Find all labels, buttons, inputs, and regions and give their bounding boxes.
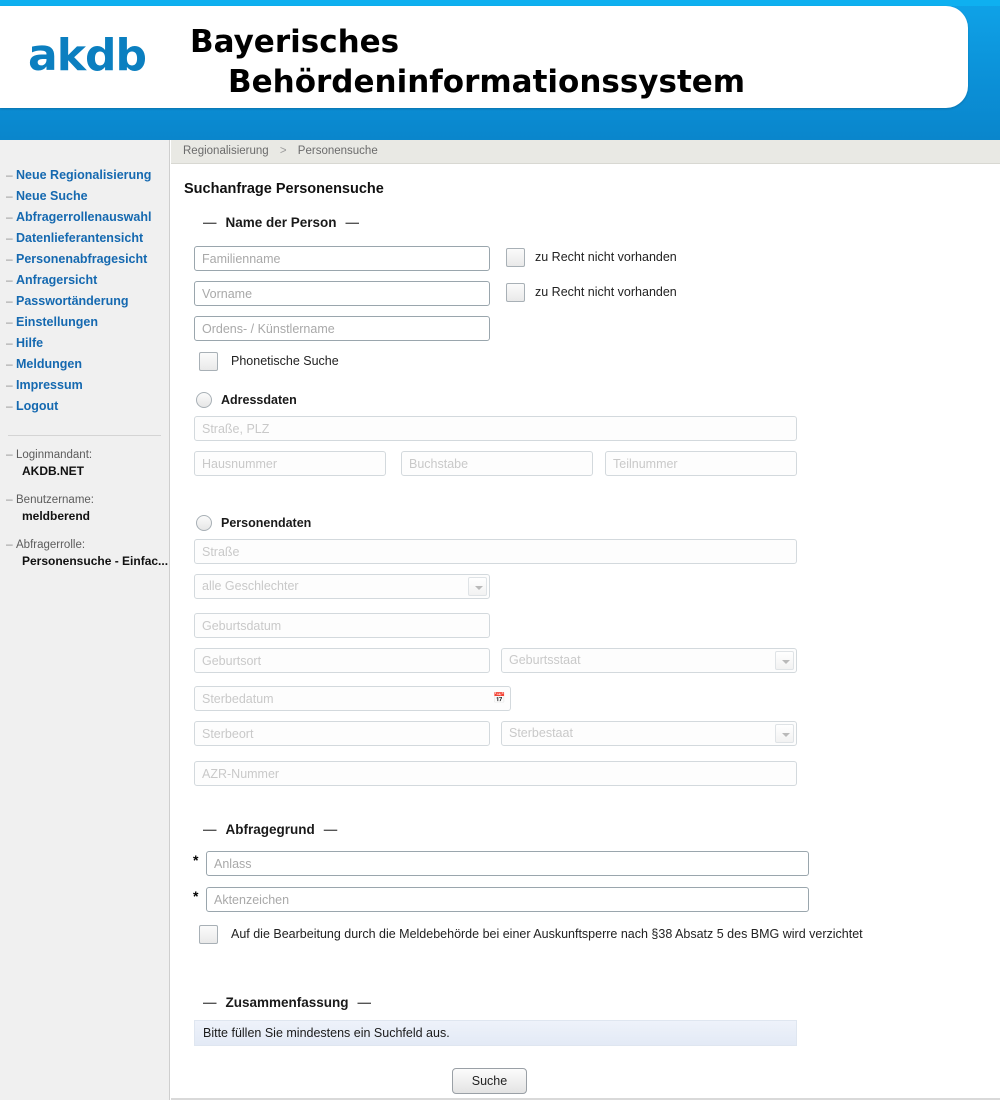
azr-nummer-input[interactable] (194, 761, 797, 786)
sidebar-item-abfragerrollenauswahl[interactable] (0, 210, 169, 224)
hausnummer-input[interactable] (194, 451, 386, 476)
bullet-dash-icon: – (6, 399, 13, 413)
sidebar-item-impressum[interactable] (0, 378, 169, 392)
buchstabe-input[interactable] (401, 451, 593, 476)
section-label: Name der Person (225, 215, 337, 230)
required-marker-anlass: * (193, 852, 199, 868)
geburtsstaat-selected-value: Geburtsstaat (509, 653, 581, 667)
sidebar-item-meldungen[interactable] (0, 357, 169, 371)
calendar-icon[interactable]: 📅 (489, 686, 511, 711)
sidebar (0, 140, 170, 1100)
bullet-dash-icon: – (6, 210, 13, 224)
sidebar-meta-loginmandant (0, 446, 169, 479)
bullet-dash-icon: – (6, 231, 13, 245)
sidebar-link-label[interactable]: Meldungen (16, 357, 82, 371)
chevron-down-icon[interactable] (775, 651, 794, 670)
sidebar-link-label[interactable]: Passwortänderung (16, 294, 129, 308)
checkbox-label-recht-nicht-vorhanden-vorname: zu Recht nicht vorhanden (535, 285, 677, 299)
checkbox-label-phonetische-suche: Phonetische Suche (231, 354, 339, 368)
checkbox-recht-nicht-vorhanden-vorname[interactable] (506, 283, 525, 302)
chevron-down-icon[interactable] (468, 577, 487, 596)
bullet-dash-icon: – (6, 168, 13, 182)
bullet-dash-icon: – (6, 252, 13, 266)
checkbox-label-recht-nicht-vorhanden-familienname: zu Recht nicht vorhanden (535, 250, 677, 264)
header-white-panel (0, 6, 968, 108)
sidebar-link-label[interactable]: Impressum (16, 378, 83, 392)
sidebar-link-label[interactable]: Einstellungen (16, 315, 98, 329)
breadcrumb-root[interactable]: Regionalisierung (183, 145, 269, 157)
sterbeort-input[interactable] (194, 721, 490, 746)
meta-value: Personensuche - Einfac... (22, 554, 169, 568)
sidebar-divider (8, 435, 161, 436)
bullet-dash-icon: – (6, 336, 13, 350)
section-dash-icon: — (323, 822, 338, 837)
section-dash-icon: — (345, 215, 360, 230)
radio-label-adressdaten: Adressdaten (221, 393, 297, 407)
bullet-dash-icon: – (6, 315, 13, 329)
sterbedatum-input[interactable] (194, 686, 490, 711)
vorname-input[interactable] (194, 281, 490, 306)
aktenzeichen-input[interactable] (206, 887, 809, 912)
sidebar-link-label[interactable]: Neue Regionalisierung (16, 168, 152, 182)
breadcrumb (183, 145, 378, 157)
section-header-abfragegrund (194, 822, 346, 837)
bullet-dash-icon: – (6, 447, 13, 461)
bullet-dash-icon: – (6, 189, 13, 203)
section-header-name (194, 215, 368, 230)
anlass-input[interactable] (206, 851, 809, 876)
geschlecht-selected-value: alle Geschlechter (202, 579, 299, 593)
section-label: Zusammenfassung (225, 995, 349, 1010)
meta-value: AKDB.NET (22, 464, 84, 478)
bullet-dash-icon: – (6, 378, 13, 392)
geburtsdatum-input[interactable] (194, 613, 490, 638)
section-header-zusammenfassung (194, 995, 380, 1010)
sidebar-link-label[interactable]: Hilfe (16, 336, 44, 350)
meta-value: meldberend (22, 509, 91, 523)
section-dash-icon: — (203, 215, 217, 230)
geschlecht-select[interactable] (194, 574, 490, 599)
radio-adressdaten[interactable] (196, 392, 212, 408)
sidebar-nav (0, 140, 169, 413)
sidebar-meta-benutzername (0, 491, 169, 524)
geburtsstaat-select[interactable] (501, 648, 797, 673)
checkbox-phonetische-suche[interactable] (199, 352, 218, 371)
sidebar-item-einstellungen[interactable] (0, 315, 169, 329)
bullet-dash-icon: – (6, 492, 13, 506)
app-title-line-2: Behördeninformationssystem (228, 64, 746, 100)
meta-label: Abfragerrolle: (16, 539, 86, 551)
summary-message: Bitte füllen Sie mindestens ein Suchfeld aus. (203, 1026, 450, 1040)
breadcrumb-bar (171, 140, 1000, 164)
bullet-dash-icon: – (6, 537, 13, 551)
sidebar-meta-abfragerrolle (0, 536, 169, 569)
breadcrumb-separator-icon: > (279, 145, 287, 157)
meta-label: Benutzername: (16, 494, 94, 506)
sidebar-item-passwortaenderung[interactable] (0, 294, 169, 308)
akdb-logo[interactable] (28, 30, 146, 81)
required-marker-aktenzeichen: * (193, 888, 199, 904)
sterbestaat-selected-value: Sterbestaat (509, 726, 573, 740)
suche-button[interactable]: Suche (452, 1068, 527, 1094)
checkbox-auskunftsperre[interactable] (199, 925, 218, 944)
main-content (171, 165, 1000, 1100)
sidebar-link-label[interactable]: Abfragerrollenauswahl (16, 210, 152, 224)
section-dash-icon: — (357, 995, 372, 1010)
sidebar-link-label[interactable]: Logout (16, 399, 59, 413)
breadcrumb-current: Personensuche (297, 145, 378, 157)
sidebar-item-datenlieferantensicht[interactable] (0, 231, 169, 245)
teilnummer-input[interactable] (605, 451, 797, 476)
logo-text: akdb (28, 30, 146, 81)
chevron-down-icon[interactable] (775, 724, 794, 743)
sidebar-item-neue-suche[interactable] (0, 189, 169, 203)
sidebar-item-anfragersicht[interactable] (0, 273, 169, 287)
page-title: Suchanfrage Personensuche (184, 181, 384, 197)
strasse-input[interactable] (194, 539, 797, 564)
bullet-dash-icon: – (6, 273, 13, 287)
sidebar-link-label[interactable]: Anfragersicht (16, 273, 98, 287)
sidebar-item-neue-regionalisierung[interactable] (0, 168, 169, 182)
section-label: Abfragegrund (225, 822, 315, 837)
radio-personendaten[interactable] (196, 515, 212, 531)
sidebar-link-label[interactable]: Personenabfragesicht (16, 252, 148, 266)
sidebar-link-label[interactable]: Neue Suche (16, 189, 88, 203)
app-title-line-1: Bayerisches (190, 24, 400, 60)
ordensname-input[interactable] (194, 316, 490, 341)
header-banner (0, 0, 1000, 140)
sterbestaat-select[interactable] (501, 721, 797, 746)
section-dash-icon: — (203, 822, 217, 837)
sidebar-link-label[interactable]: Datenlieferantensicht (16, 231, 144, 245)
sidebar-item-hilfe[interactable] (0, 336, 169, 350)
bullet-dash-icon: – (6, 357, 13, 371)
section-dash-icon: — (203, 995, 217, 1010)
summary-message-box (194, 1020, 797, 1046)
radio-label-personendaten: Personendaten (221, 516, 312, 530)
application-title (190, 22, 930, 102)
strasse-plz-input[interactable] (194, 416, 797, 441)
geburtsort-input[interactable] (194, 648, 490, 673)
checkbox-label-auskunftsperre: Auf die Bearbeitung durch die Meldebehörde bei einer Auskunftsperre nach §38 Absatz 5 des BMG wird verzichtet (231, 927, 863, 941)
checkbox-recht-nicht-vorhanden-familienname[interactable] (506, 248, 525, 267)
sidebar-item-logout[interactable] (0, 399, 169, 413)
meta-label: Loginmandant: (16, 449, 93, 461)
sidebar-item-personenabfragesicht[interactable] (0, 252, 169, 266)
familienname-input[interactable] (194, 246, 490, 271)
bullet-dash-icon: – (6, 294, 13, 308)
